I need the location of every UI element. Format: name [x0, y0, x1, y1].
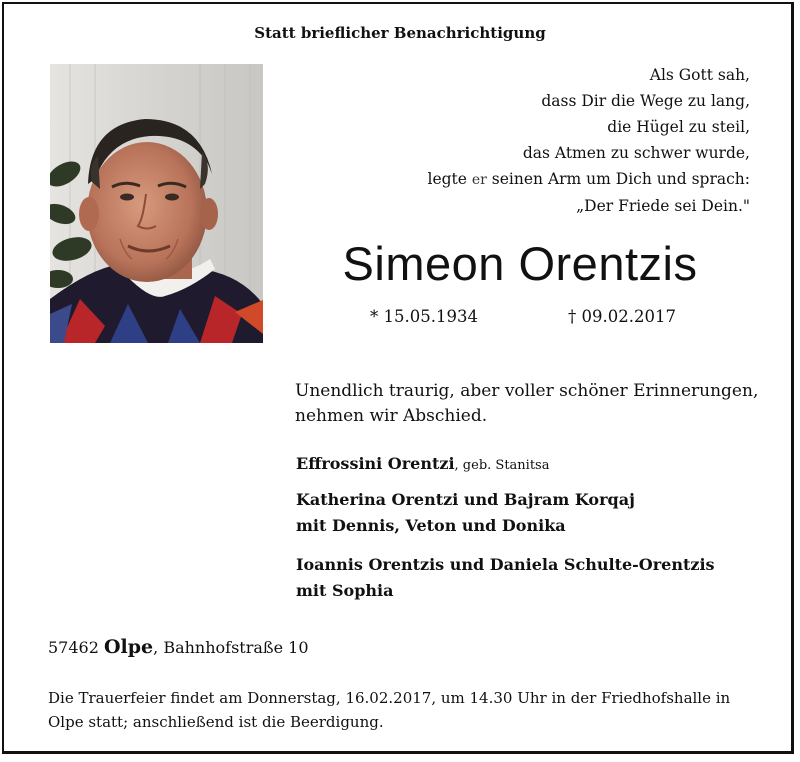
- poem-text: seinen Arm um Dich und sprach:: [486, 170, 750, 188]
- birth-date: * 15.05.1934: [370, 307, 478, 326]
- poem-line: die Hügel zu steil,: [607, 118, 750, 136]
- family-line: mit Dennis, Veton und Donika: [296, 516, 566, 535]
- street-address: , Bahnhofstraße 10: [153, 638, 309, 657]
- family-entry-widow: [296, 451, 549, 479]
- poem-text: legte: [427, 170, 472, 188]
- portrait-photo: [50, 64, 263, 343]
- service-line: Olpe statt; anschließend ist die Beerdigung.: [48, 713, 384, 731]
- city-name: Olpe: [103, 636, 154, 658]
- notice-header: Statt brieflicher Benachrichtigung: [254, 24, 546, 42]
- family-line: mit Sophia: [296, 581, 394, 600]
- portrait-image: [50, 64, 263, 343]
- family-line: Katherina Orentzi und Bajram Korqaj: [296, 490, 635, 509]
- farewell-text: [295, 379, 775, 429]
- family-entry-daughter: [296, 487, 635, 539]
- maiden-name-note: , geb. Stanitsa: [454, 458, 550, 473]
- poem-line: [330, 166, 750, 193]
- deceased-name: Simeon Orentzis: [342, 237, 698, 290]
- poem-line: „Der Friede sei Dein.": [576, 197, 750, 215]
- farewell-line: nehmen wir Abschied.: [295, 406, 488, 426]
- farewell-line: Unendlich traurig, aber voller schöner Erinnerungen,: [295, 381, 759, 401]
- service-line: Die Trauerfeier findet am Donnerstag, 16.02.2017, um 14.30 Uhr in der Friedhofshalle in: [48, 689, 731, 707]
- poem-emphasis: er: [471, 172, 487, 188]
- poem-line: Als Gott sah,: [649, 66, 750, 84]
- family-name: Effrossini Orentzi: [296, 454, 455, 473]
- death-date: † 09.02.2017: [568, 307, 676, 326]
- postal-code: 57462: [48, 638, 104, 657]
- mourning-address: [48, 636, 309, 658]
- poem-line: dass Dir die Wege zu lang,: [541, 92, 750, 110]
- family-line: Ioannis Orentzis und Daniela Schulte-Orentzis: [296, 555, 715, 574]
- poem-line: das Atmen zu schwer wurde,: [522, 144, 750, 162]
- family-entry-son: [296, 552, 715, 604]
- funeral-service-info: [48, 686, 758, 734]
- poem: [330, 62, 750, 219]
